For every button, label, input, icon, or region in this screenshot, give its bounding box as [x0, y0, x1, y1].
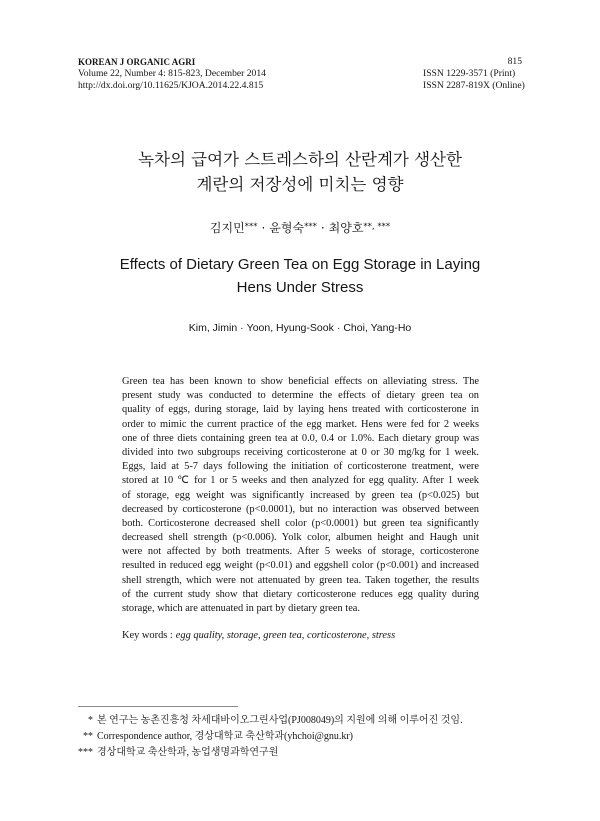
abstract-line: were not affected by both treatments. After 5 weeks of storage, corticosterone [122, 546, 479, 558]
abstract-line: divided into two subgroups receiving corticosterone at 0 or 30 mg/kg for 1 week. [122, 446, 479, 458]
abstract-line: decreased shell strength (p<0.006). Yolk color, albumen height and Haugh unit [122, 532, 479, 544]
footnote-text: Correspondence author, 경상대학교 축산학과(yhchoi@gnu.kr) [97, 731, 353, 742]
authors-english [0, 321, 600, 335]
abstract [122, 375, 479, 616]
abstract-line: decreased by corticosterone (p<0.0001), but no interaction was observed between [122, 503, 479, 515]
author-affiliation-mark: *** [244, 222, 258, 232]
abstract-line: order to mimic the current practice of the egg market. Hens were fed for 2 weeks [122, 418, 479, 430]
footnote-mark: * [88, 715, 93, 726]
abstract-line: of the current study show that dietary corticosterone reduces egg quality during [122, 588, 479, 600]
doi-link[interactable]: http://dx.doi.org/10.11625/KJOA.2014.22.4.815 [78, 80, 264, 91]
keywords-label: Key words : [122, 630, 173, 641]
footnote-mark: *** [78, 747, 93, 758]
keywords [122, 629, 395, 643]
footnote-divider [78, 706, 238, 707]
page-number: 815 [507, 56, 522, 67]
author-name: Yoon, Hyung-Sook [246, 322, 334, 334]
abstract-line: quality of eggs, during storage, laid by laying hens treated with corticosterone in [122, 404, 479, 416]
author-name: 윤형숙 [269, 221, 305, 235]
abstract-line: resulted in reduced egg weight (p<0.01) and eggshell color (p<0.001) and increased [122, 560, 479, 572]
abstract-line: Green tea has been known to show beneficial effects on alleviating stress. The [122, 376, 479, 387]
keywords-terms: egg quality, storage, green tea, corticosterone, stress [175, 630, 396, 641]
abstract-line: present study was conducted to determine the effects of dietary green tea on [122, 390, 479, 402]
footnote [76, 713, 463, 729]
footnote-mark: ** [83, 731, 93, 742]
author-name: Kim, Jimin [188, 322, 238, 334]
author-separator: · [336, 322, 341, 334]
author-separator: · [261, 221, 266, 235]
abstract-line: Eggs, laid at 5-7 days following the initiation of corticosterone treatment, were [122, 461, 479, 473]
footnote-text: 본 연구는 농촌진흥청 차세대바이오그린사업(PJ008049)의 지원에 의해 이루어진 것임. [97, 715, 463, 726]
author-affiliation-mark: *** [304, 222, 317, 232]
abstract-line: both. Corticosterone decreased shell color (p<0.0001) but green tea significantly [122, 517, 479, 529]
issn-online: ISSN 2287-819X (Online) [423, 80, 525, 91]
author-name: 최양호 [328, 221, 364, 235]
abstract-line: storage, which are attenuated in part by dietary green tea. [122, 603, 361, 614]
footnote [76, 729, 463, 745]
abstract-line: one of three diets containing green tea at 0.0, 0.4 or 1.0%. Each dietary group was [122, 432, 479, 444]
running-header-right [423, 56, 525, 92]
title-english [0, 253, 600, 299]
author-separator: · [240, 322, 244, 334]
volume-line: Volume 22, Number 4: 815-823, December 2014 [78, 68, 266, 79]
title-korean-line: 녹차의 급여가 스트레스하의 산란계가 생산한 [138, 150, 462, 169]
issn-print: ISSN 1229-3571 (Print) [423, 68, 516, 79]
author-affiliation-mark: **, *** [363, 222, 391, 232]
author-name: 김지민 [209, 221, 245, 235]
abstract-line: stored at 10 ℃ for 1 or 5 weeks and then analyzed for egg quality. After 1 week [122, 475, 479, 487]
footnote-text: 경상대학교 축산학과, 농업생명과학연구원 [97, 747, 279, 758]
title-english-line: Effects of Dietary Green Tea on Egg Storage in Laying [119, 256, 481, 273]
abstract-line: of storage, egg weight was significantly increased by green tea (p<0.025) but [122, 489, 479, 501]
authors-korean [0, 220, 600, 238]
journal-name: KOREAN J ORGANIC AGRI [78, 57, 196, 67]
title-english-line: Hens Under Stress [236, 279, 364, 296]
abstract-line: shell strength, which were not attenuated by green tea. Taken together, the results [122, 574, 479, 586]
author-name: Choi, Yang-Ho [343, 322, 412, 334]
footnote [76, 745, 463, 761]
title-korean [0, 147, 600, 197]
title-korean-line: 계란의 저장성에 미치는 영향 [196, 175, 404, 194]
footnotes [76, 713, 463, 761]
author-separator: · [320, 221, 325, 235]
running-header-left [78, 56, 266, 92]
